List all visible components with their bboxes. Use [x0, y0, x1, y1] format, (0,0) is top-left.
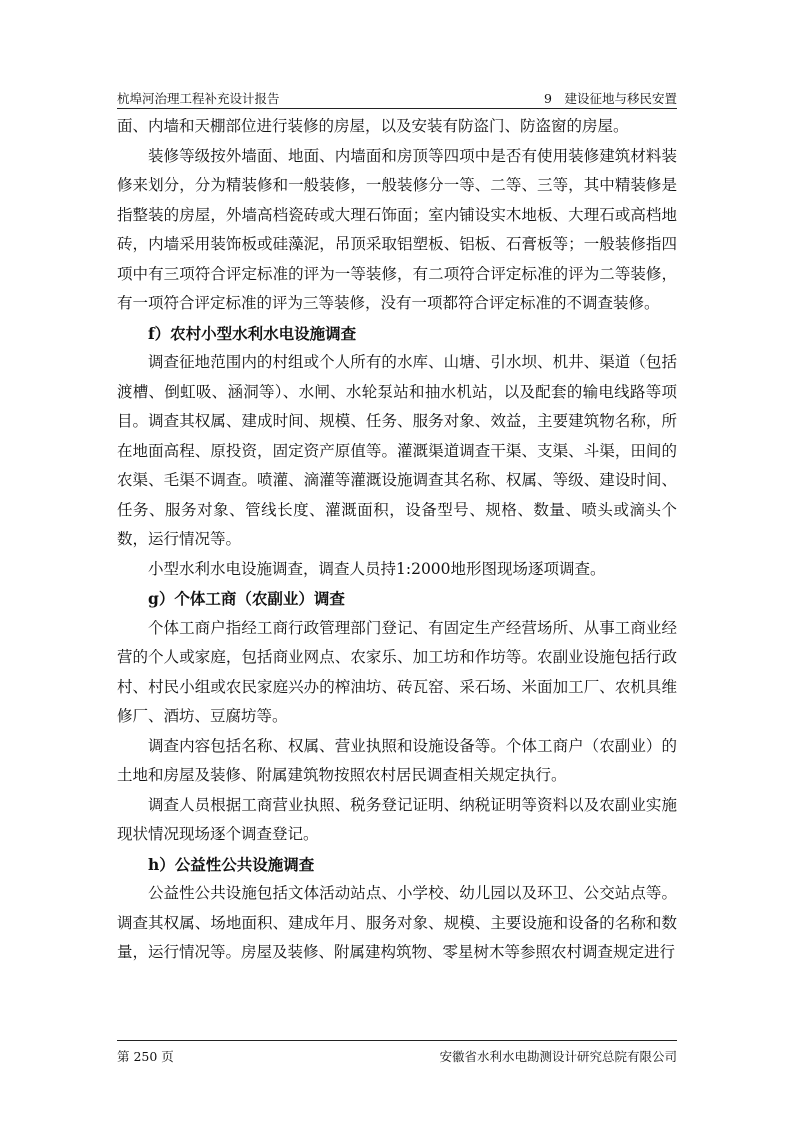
paragraph: 公益性公共设施包括文体活动站点、小学校、幼儿园以及环卫、公交站点等。调查其权属、场地面积、建成年月、服务对象、规模、主要设施和设备的名称和数量，运行情况等。房屋及装修、附属建构筑物、零星树木等参照农村调查规定进行 [117, 884, 677, 961]
section-heading-f: f）农村小型水利水电设施调查 [148, 323, 357, 343]
header-report-title: 杭埠河治理工程补充设计报告 [117, 91, 280, 106]
page-number: 第 250 页 [117, 1049, 174, 1064]
paragraph: 调查人员根据工商营业执照、税务登记证明、纳税证明等资料以及农副业实施现状情况现场逐个调查登记。 [117, 795, 677, 843]
paragraph: 调查内容包括名称、权属、营业执照和设施设备等。个体工商户（农副业）的土地和房屋及装修、附属建筑物按照农村居民调查相关规定执行。 [117, 736, 677, 784]
paragraph: 小型水利水电设施调查，调查人员持1:2000地形图现场逐项调查。 [148, 559, 606, 578]
paragraph: 个体工商户指经工商行政管理部门登记、有固定生产经营场所、从事工商业经营的个人或家庭，包括商业网点、农家乐、加工坊和作坊等。农副业设施包括行政村、村民小组或农民家庭兴办的榨油坊、砖瓦窑、采石场、米面加工厂、农机具维修厂、酒坊、豆腐坊等。 [117, 618, 677, 725]
page-header [117, 86, 677, 109]
section-heading-h: h）公益性公共设施调查 [148, 854, 315, 874]
page-footer [117, 1040, 677, 1065]
section-heading-g: g）个体工商（农副业）调查 [148, 589, 345, 608]
document-body [117, 112, 677, 968]
paragraph: 面、内墙和天棚部位进行装修的房屋，以及安装有防盗门、防盗窗的房屋。 [117, 117, 629, 135]
paragraph: 调查征地范围内的村组或个人所有的水库、山塘、引水坝、机井、渠道（包括渡槽、倒虹吸、涵洞等）、水闸、水轮泵站和抽水机站，以及配套的输电线路等项目。调查其权属、建成时间、规模、任务、服务对象、效益，主要建筑物名称，所在地面高程、原投资，固定资产原值等。灌溉渠道调查干渠、支渠、斗渠，田间的农渠、毛渠不调查。喷灌、滴灌等灌溉设施调查其名称、权属、等级、建设时间、任务、服务对象、管线长度、灌溉面积，设备型号、规格、数量、喷头或滴头个数，运行情况等。 [117, 353, 677, 548]
header-chapter-title: 9 建设征地与移民安置 [544, 91, 677, 106]
paragraph: 装修等级按外墙面、地面、内墙面和房顶等四项中是否有使用装修建筑材料装修来划分，分为精装修和一般装修，一般装修分一等、二等、三等，其中精装修是指整装的房屋，外墙高档瓷砖或大理石饰面；室内铺设实木地板、大理石或高档地砖，内墙采用装饰板或硅藻泥，吊顶采取铝塑板、铝板、石膏板等；一般装修指四项中有三项符合评定标准的评为一等装修，有二项符合评定标准的评为二等装修，有一项符合评定标准的评为三等装修，没有一项都符合评定标准的不调查装修。 [117, 146, 677, 312]
footer-organization: 安徽省水利水电勘测设计研究总院有限公司 [439, 1049, 677, 1064]
